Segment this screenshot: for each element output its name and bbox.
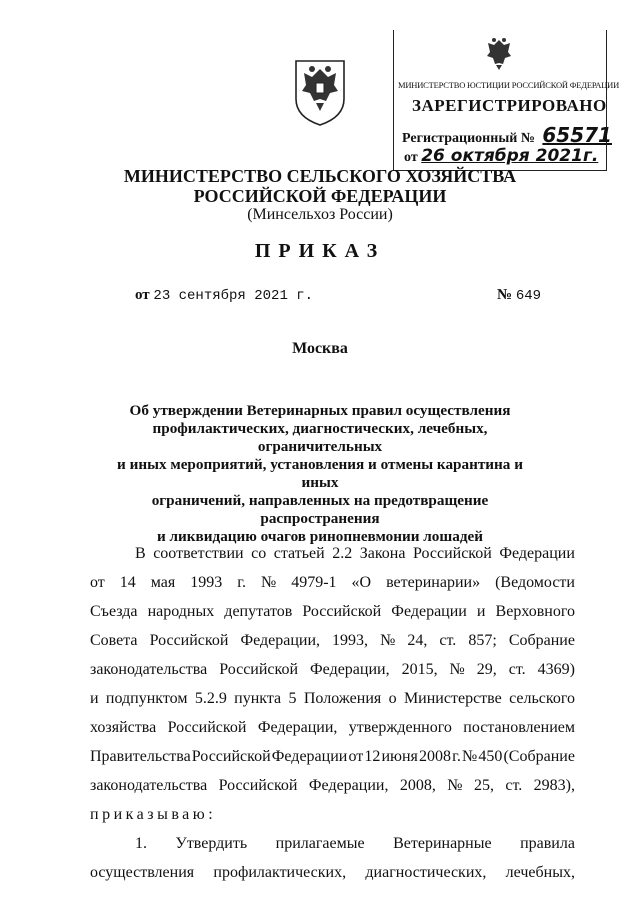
word: г. [237, 574, 246, 591]
word: правила [520, 835, 575, 852]
word: Положения [303, 690, 382, 707]
word: соответствии [153, 545, 244, 562]
word: 12 [364, 748, 381, 765]
word: июня [381, 748, 418, 765]
word: диагностических, [365, 864, 487, 881]
word: Съезда [90, 603, 138, 620]
stamp-ministry: МИНИСТЕРСТВО ЮСТИЦИИ РОССИЙСКОЙ ФЕДЕРАЦИИ [398, 80, 620, 90]
word: 1. [135, 835, 147, 852]
stamp-date-label: от [404, 150, 418, 165]
word: Правительства [90, 748, 191, 765]
word: Федерации, [310, 661, 390, 678]
stamp-title: ЗАРЕГИСТРИРОВАНО [412, 96, 607, 115]
word: Федерации, [308, 777, 389, 794]
word: и [90, 690, 99, 707]
word: Федерации [391, 603, 467, 620]
body-line [90, 777, 575, 795]
word: № [260, 574, 277, 591]
word: Российской [167, 719, 247, 736]
word: утвержденного [348, 719, 452, 736]
title-line: и иных мероприятий, установления и отмены карантина и иных [117, 456, 523, 491]
word: (Ведомости [495, 574, 575, 591]
stamp-reg-number: 65571 [542, 123, 612, 147]
word: В [135, 545, 146, 562]
word: Ветеринарные [393, 835, 492, 852]
body-line [90, 719, 575, 737]
word: Российской [191, 748, 271, 765]
word: подпунктом [105, 690, 188, 707]
word: 857; [468, 632, 497, 649]
body-line [90, 603, 575, 621]
word: Российской [412, 545, 492, 562]
word: народных [147, 603, 215, 620]
word: 5.2.9 [194, 690, 227, 707]
word: № [461, 748, 478, 765]
word: (Собрание [503, 748, 575, 765]
word: законодательства [90, 777, 208, 794]
word: Утвердить [175, 835, 248, 852]
word: от [348, 748, 364, 765]
title-line: ограничений, направленных на предотвращение распространения [151, 492, 489, 527]
stamp-reg-label: Регистрационный № [402, 131, 535, 146]
word: 25, [473, 777, 494, 794]
title-line: Об утверждении Ветеринарных правил осуществления [129, 402, 511, 419]
stamp-emblem-icon [484, 36, 514, 72]
word: от [90, 574, 105, 591]
word: сельского [509, 690, 575, 707]
word: ст. [508, 661, 526, 678]
word: со [251, 545, 267, 562]
word: 2008, [399, 777, 436, 794]
stamp-date-value: 26 октября 2021г. [421, 146, 599, 166]
word: 4979-1 [291, 574, 337, 591]
order-number-prefix: № [497, 287, 513, 303]
word: Российской [219, 661, 299, 678]
word: г. [452, 748, 461, 765]
word: профилактических, [213, 864, 347, 881]
document-type: ПРИКАЗ [254, 240, 386, 262]
word: Российской [302, 603, 382, 620]
word: Российской [149, 632, 229, 649]
word: № [449, 661, 465, 678]
stamp-date [404, 146, 598, 166]
ministry-name-line2: РОССИЙСКОЙ ФЕДЕРАЦИИ [193, 186, 447, 206]
body-line [90, 864, 575, 882]
body-line [90, 632, 575, 650]
word: постановлением [463, 719, 575, 736]
word: законодательства [90, 661, 208, 678]
word: № [447, 777, 463, 794]
word: лечебных, [505, 864, 575, 881]
document-title [100, 402, 540, 546]
registration-stamp [393, 30, 620, 171]
word: хозяйства [90, 719, 157, 736]
title-line: и ликвидацию очагов ринопневмонии лошадей [156, 528, 483, 545]
word: Собрание [508, 632, 575, 649]
stamp-registration [402, 123, 612, 147]
title-line: профилактических, диагностических, лечебных, ограничительных [152, 420, 488, 455]
order-date-value: 23 сентября 2021 г. [153, 288, 314, 304]
word: Совета [90, 632, 138, 649]
word: статьей [273, 545, 325, 562]
word: о [388, 690, 397, 707]
word: Федерации, [240, 632, 321, 649]
body-line [90, 748, 575, 766]
word: № [380, 632, 396, 649]
word: депутатов [224, 603, 293, 620]
word: 14 [119, 574, 136, 591]
word: 24, [407, 632, 428, 649]
word: ветеринарии» [386, 574, 481, 591]
coat-of-arms-icon [290, 55, 350, 127]
ministry-short-name: (Минсельхоз России) [247, 206, 393, 223]
body-line [90, 690, 575, 708]
order-number-value: 649 [515, 288, 542, 304]
word: Российской [218, 777, 298, 794]
city: Москва [292, 340, 348, 357]
word: 1993, [332, 632, 369, 649]
word: 450 [478, 748, 503, 765]
body-line [90, 574, 575, 592]
body-line [90, 661, 575, 679]
word: 2983), [533, 777, 575, 794]
word: Закона [359, 545, 406, 562]
body-line [135, 545, 575, 563]
body-line [135, 835, 575, 853]
prikazyvayu: приказываю: [90, 806, 217, 823]
word: 4369) [537, 661, 575, 678]
word: Федерации [271, 748, 348, 765]
ministry-name-line1: МИНИСТЕРСТВО СЕЛЬСКОГО ХОЗЯЙСТВА [123, 166, 517, 186]
word: мая [150, 574, 176, 591]
word: прилагаемые [275, 835, 365, 852]
word: 2015, [401, 661, 438, 678]
word: Федерации [499, 545, 575, 562]
word: ст. [505, 777, 523, 794]
word: 2.2 [332, 545, 353, 562]
word: пункта [234, 690, 282, 707]
word: и [476, 603, 486, 620]
word: Министерстве [403, 690, 502, 707]
word: 5 [288, 690, 297, 707]
word: 1993 [190, 574, 223, 591]
order-date [135, 287, 313, 304]
order-date-prefix: от [135, 287, 150, 303]
word: осуществления [90, 864, 195, 881]
order-number [497, 287, 541, 304]
word: Верховного [495, 603, 575, 620]
word: Федерации, [257, 719, 338, 736]
word: 2008 [418, 748, 451, 765]
word: 29, [476, 661, 497, 678]
word: «О [351, 574, 372, 591]
word: ст. [439, 632, 457, 649]
